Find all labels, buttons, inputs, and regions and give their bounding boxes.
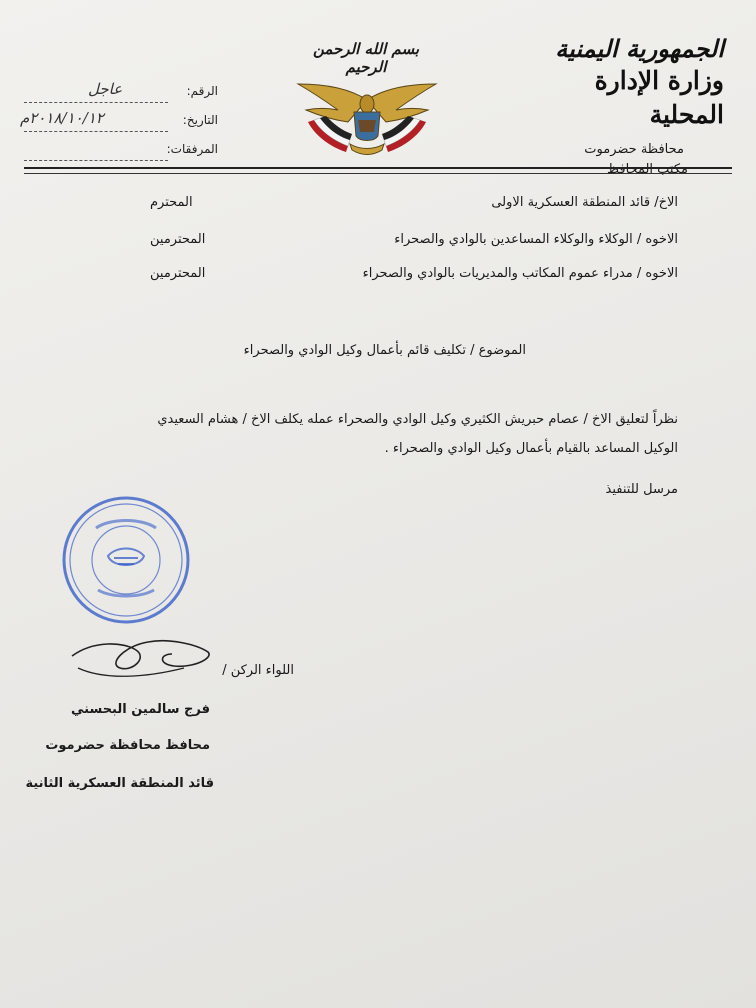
reference-block: [18, 82, 218, 169]
addressee-line-1: الاخ/ قائد المنطقة العسكرية الاولى: [491, 195, 678, 210]
closing-line: مرسل للتنفيذ: [605, 482, 678, 497]
body-line-2: الوكيل المساعد بالقيام بأعمال وكيل الوادي والصحراء .: [384, 441, 678, 456]
yemen-emblem-icon: [294, 70, 440, 162]
republic-title: الجمهورية اليمنية: [555, 34, 724, 63]
addressee-honorific-3: المحترمين: [150, 266, 206, 281]
addressee-line-3: الاخوه / مدراء عموم المكاتب والمديريات بالوادي والصحراء: [362, 266, 678, 281]
handwritten-signature-icon: [64, 628, 214, 688]
official-seal-icon: [60, 494, 192, 626]
ref-number-row: [18, 82, 218, 111]
signatory-name: فرج سالمين البحسني: [71, 702, 210, 717]
ref-number-value: عاجل: [88, 80, 123, 98]
date-line: [24, 131, 168, 132]
date-row: [18, 111, 218, 140]
ref-number-label: الرقم:: [186, 84, 218, 98]
attachments-label: المرفقات:: [166, 142, 218, 156]
attachments-row: [18, 140, 218, 169]
addressee-honorific-2: المحترمين: [150, 232, 206, 247]
subject-line: الموضوع / تكليف قائم بأعمال وكيل الوادي والصحراء: [243, 343, 526, 358]
ref-number-line: [24, 102, 168, 103]
addressee-honorific-1: المحترم: [150, 195, 193, 210]
attachments-line: [24, 160, 168, 161]
header-divider-thick: [24, 167, 732, 169]
signatory-title-2: قائد المنطقة العسكرية الثانية: [25, 776, 214, 791]
header-divider-thin: [24, 173, 732, 174]
body-line-1: نظراً لتعليق الاخ / عصام حبريش الكثيري وكيل الوادي والصحراء عمله يكلف الاخ / هشام السعيدي: [157, 412, 678, 427]
addressee-line-2: الاخوه / الوكلاء والوكلاء المساعدين بالوادي والصحراء: [394, 232, 678, 247]
signatory-rank: اللواء الركن /: [222, 663, 294, 678]
date-label: التاريخ:: [182, 113, 218, 127]
signatory-title-1: محافظ محافظة حضرموت: [45, 738, 210, 753]
date-value: ٢٠١٨/١٠/١٢م: [20, 109, 104, 127]
basmala: بسم الله الرحمن الرحيم: [312, 40, 420, 76]
ministry-title: وزارة الإدارة المحلية: [594, 66, 724, 129]
office-title: مكتب المحافظ: [607, 162, 688, 177]
letterhead-right: [514, 34, 724, 180]
governorate-title: محافظة حضرموت: [584, 142, 684, 157]
